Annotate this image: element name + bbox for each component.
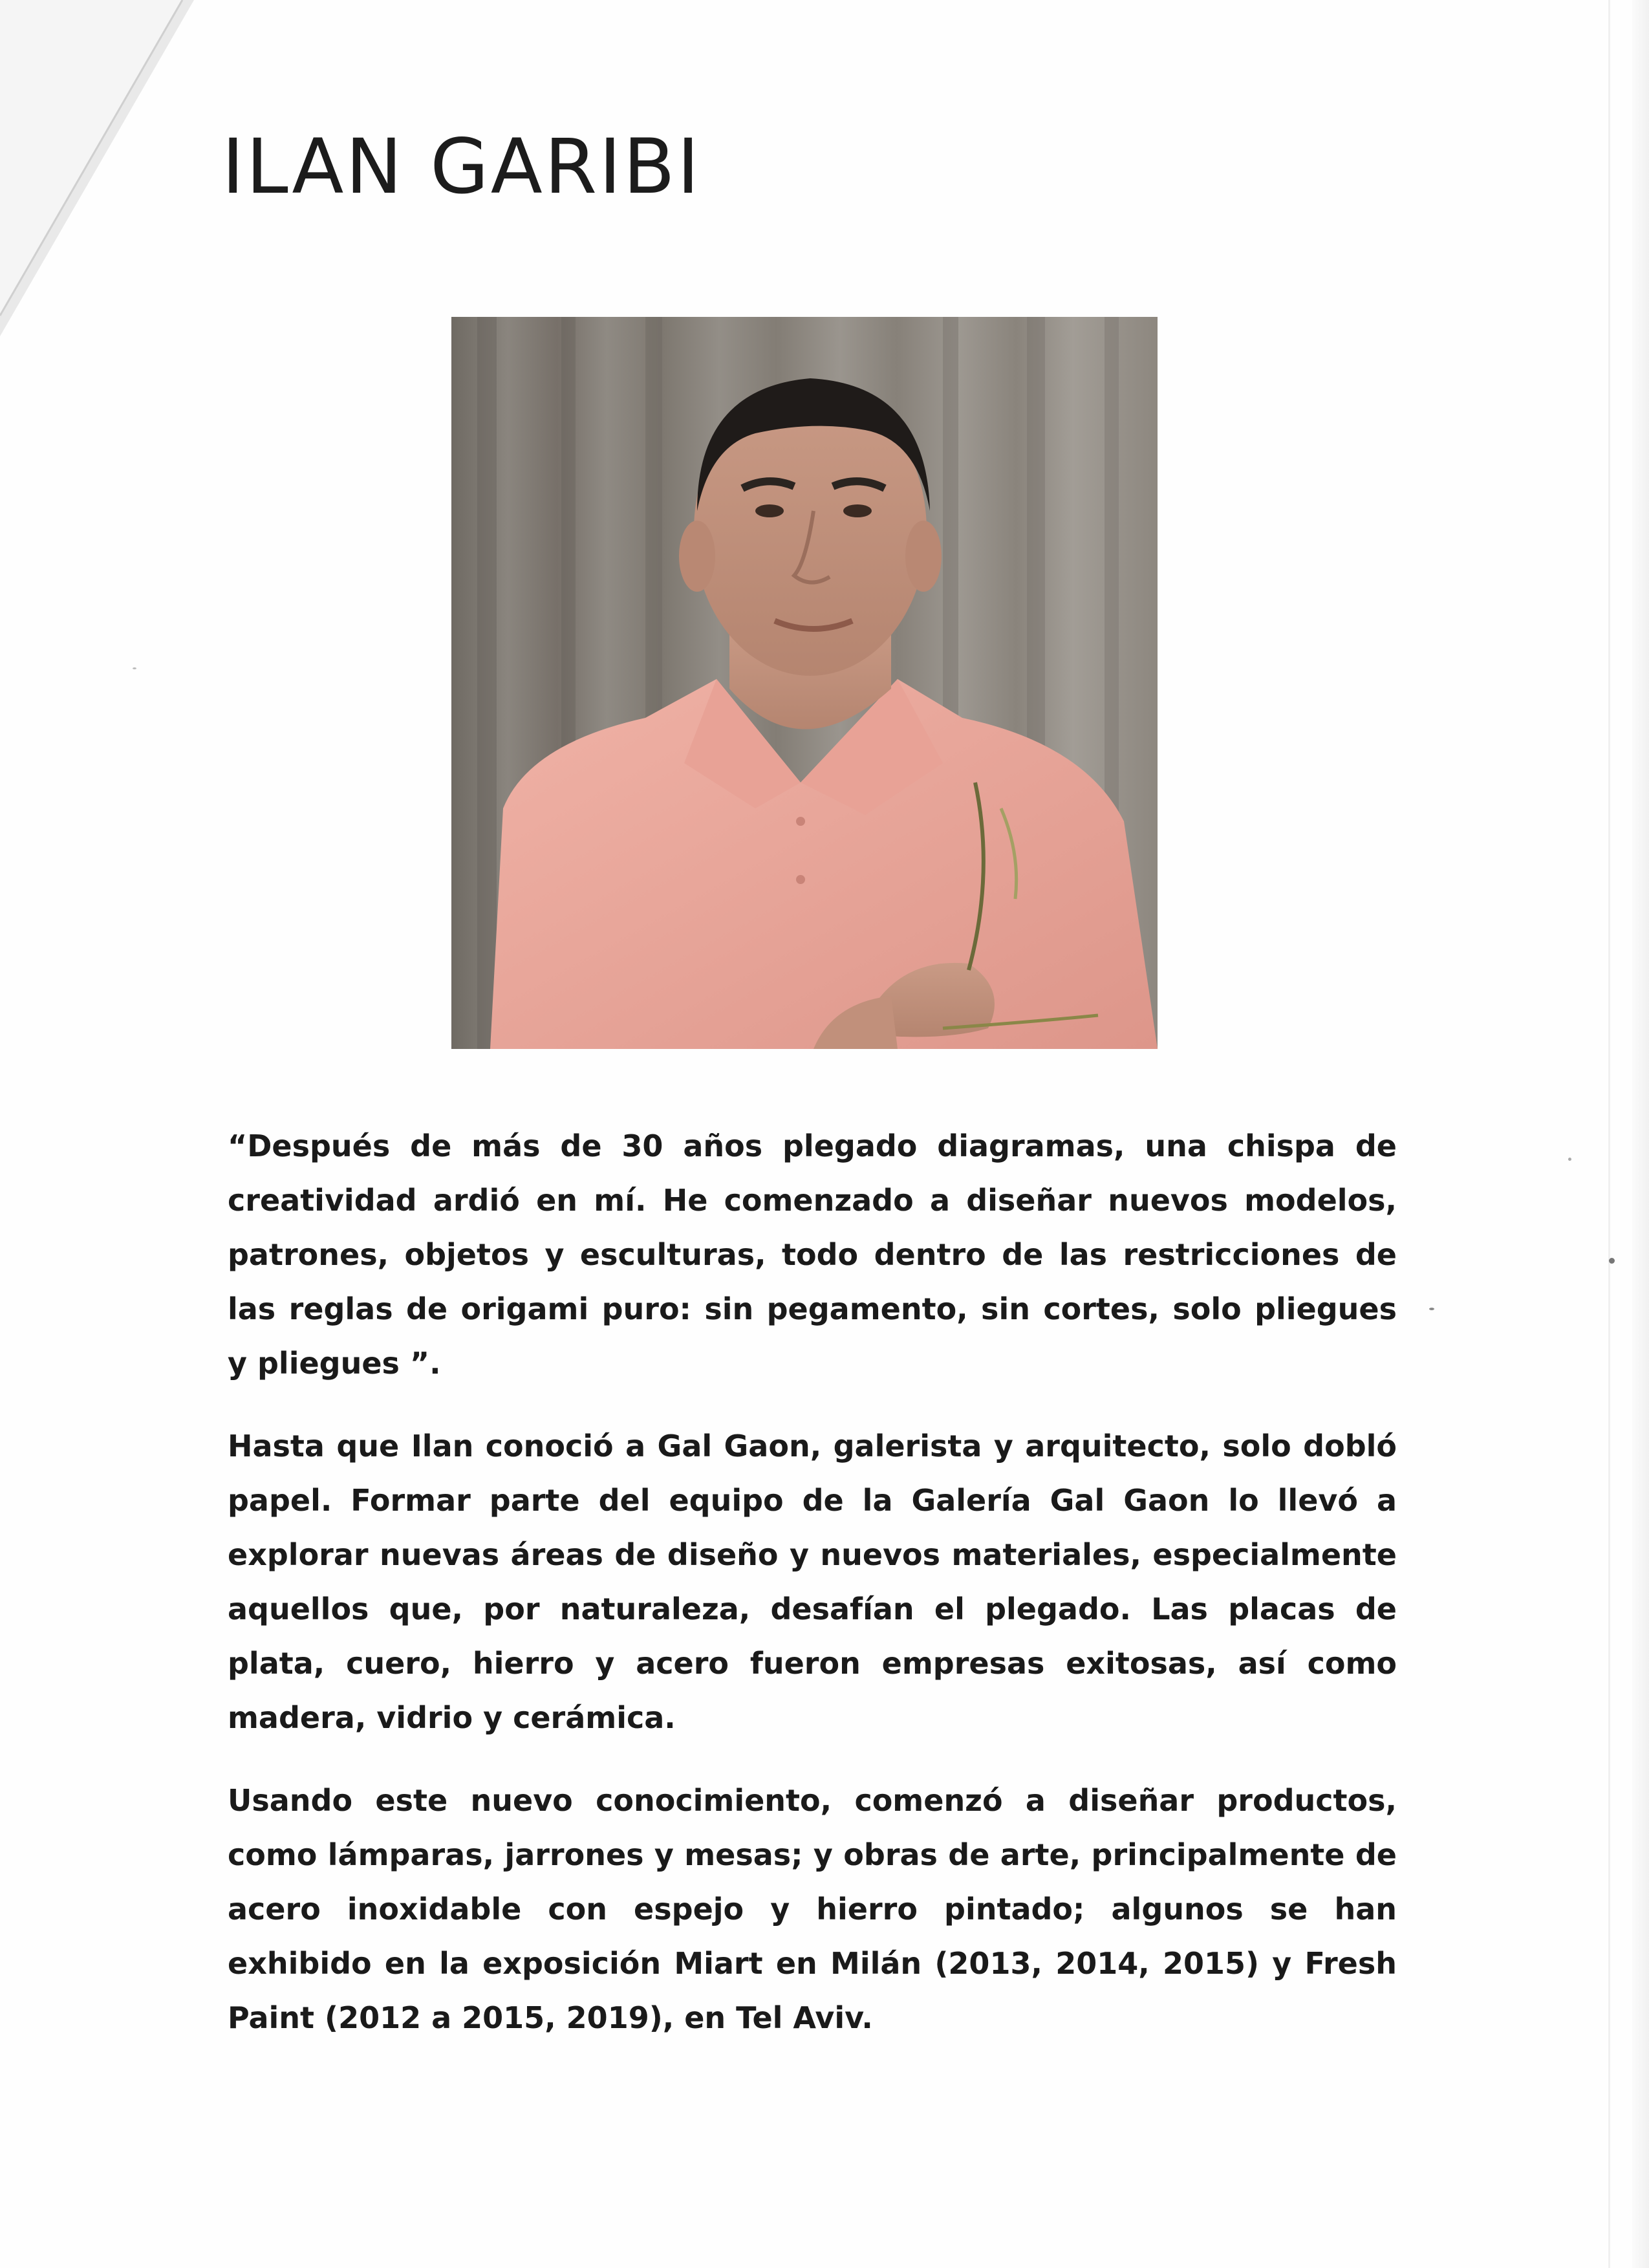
page-title: ILAN GARIBI — [222, 122, 702, 211]
folded-corner — [0, 0, 194, 336]
work-paragraph: Usando este nuevo conocimiento, comenzó a diseñar productos, como lámparas, jarrones y mesas; y obras de arte, principalmente de acero inoxidable con espejo y hierro pintado; algunos se han exhibido en la exposición Miart en Milán (2013, 2014, 2015) y Fresh Paint (2012 a 2015, 2019), en Tel Aviv. — [228, 1783, 1397, 2035]
quote-paragraph: “Después de más de 30 años plegado diagramas, una chispa de creatividad ardió en mí. He comenzado a diseñar nuevos modelos, patrones, objetos y esculturas, todo dentro de las restricciones de las reglas de origami puro: sin pegamento, sin cortes, solo pliegues y pliegues ”. — [228, 1129, 1397, 1381]
scan-speck — [1429, 1308, 1434, 1310]
page-edge-line — [1608, 0, 1610, 2268]
page-edge-shadow — [1632, 0, 1649, 2268]
scan-speck — [1609, 1258, 1615, 1264]
biography-paragraph: Hasta que Ilan conoció a Gal Gaon, galerista y arquitecto, solo dobló papel. Formar parte del equipo de la Galería Gal Gaon lo llevó a explorar nuevas áreas de diseño y nuevos materiales, especialmente aquellos que, por naturaleza, desafían el plegado. Las placas de plata, cuero, hierro y acero fueron empresas exitosas, así como madera, vidrio y cerámica. — [228, 1429, 1397, 1735]
body-text — [228, 1119, 1397, 2073]
scan-speck — [133, 667, 136, 669]
scan-speck — [1568, 1158, 1571, 1161]
portrait-photo — [451, 317, 1158, 1049]
